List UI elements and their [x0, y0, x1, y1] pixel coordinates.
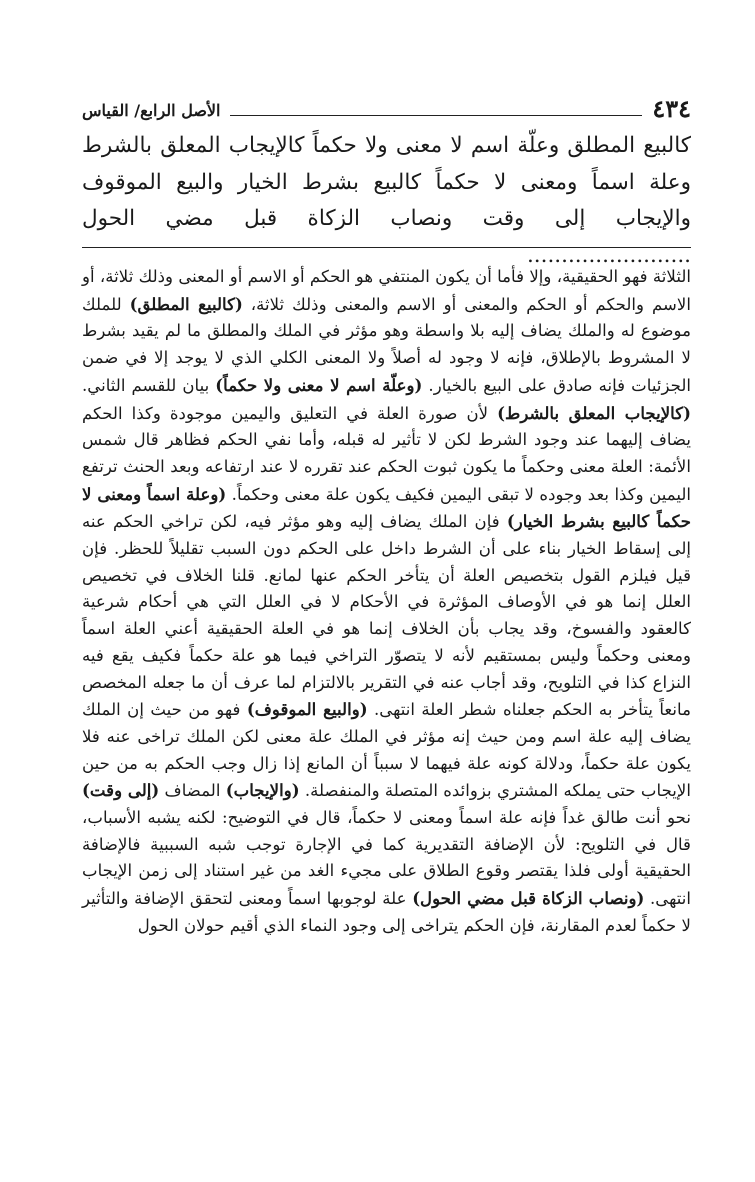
quoted-phrase: (وعلّة اسم لا معنى ولا حكماً)	[215, 374, 423, 395]
page-number: ٤٣٤	[652, 94, 691, 123]
quoted-phrase: (كالإيجاب المعلق بالشرط)	[497, 402, 691, 423]
quoted-phrase: (ونصاب الزكاة قبل مضي الحول)	[412, 888, 645, 909]
quoted-phrase: (والبيع الموقوف)	[246, 699, 368, 720]
commentary-text: نحو أنت طالق غداً فإنه علة اسماً ومعنى لا حكماً، قال في التوضيح: لكنه يشبه الأسباب، قال في التلويح: لأن الإضافة التقديرية كما في الإجارة توجب شبه السببية فالإضافة الحقيقية أولى فلذا يقتصر وقوع الطلاق على مجيء الغد من غير استناد إلى زمن الإيجاب انتهى.	[82, 808, 692, 909]
commentary-text: المضاف	[159, 781, 226, 801]
commentary-text: لأن صورة العلة في التعليق واليمين موجودة وكذا الحكم يضاف إليهما عند وجود الشرط لكن لا تأثير له قبله، وأما نفي الحكم فظاهر قال شمس الأئمة: العلة معنى وحكماً ما يكون ثبوت الحكم عند تقرره لا عند ارتفاعه وبعد الحنث ترتفع اليمين وكذا بعد وجوده لا تبقى اليمين فكيف يكون علة معنى وحكماً.	[82, 403, 691, 504]
quoted-phrase: (والإيجاب)	[225, 780, 300, 801]
commentary	[82, 264, 691, 940]
quoted-phrase: (كالبيع المطلق)	[129, 293, 243, 314]
commentary-text: فهو من حيث إن الملك يضاف إليه علة اسم ومن حيث إنه مؤثر في الملك علة معنى لكن الملك تراخى عنه فلا يكون علة حكماً، ودلالة كونه علة فيهما لا سبباً أن المانع إذا زال وجب الحكم به من حين الإيجاب حتى يملكه المشتري بزوائده المتصلة والمنفصلة.	[82, 700, 692, 801]
section-divider	[82, 247, 691, 248]
commentary-text: الثلاثة فهو الحقيقية، وإلا فأما أن يكون المنتفي هو الحكم أو الاسم أو المعنى وذلك ثلاثة، أو الاسم والحكم أو الحكم والمعنى أو الاسم والمعنى وذلك ثلاثة،	[82, 267, 691, 314]
commentary-text: فإن الملك يضاف إليه وهو مؤثر فيه، لكن تراخي الحكم عنه إلى إسقاط الخيار بناء على أن الشرط داخل على الحكم دون السبب تقليلاً للحظر. فإن قيل فيلزم القول بتخصيص العلة أن يتأخر الحكم عنها لمانع. قلنا الخلاف في تخصيص العلل إنما هو في الأوصاف المؤثرة في الأحكام لا في العلل التي هي أحكام شرعية كالعقود والفسوخ، وقد يجاب بأن الخلاف إنما هو في العلة الحقيقية أعني العلة اسماً ومعنى وحكماً وليس بمستقيم لأنه لا يتصوّر التراخي فيما هو علة حكماً فكيف يقع فيه النزاع كذا في التلويح، وقد أجاب عنه في التقرير بالالتزام لما عرف أن ما جعله المخصص مانعاً يتأخر به الحكم جعلناه شطر العلة انتهى.	[82, 512, 691, 720]
commentary-text: بيان للقسم الثاني.	[82, 375, 216, 395]
quoted-phrase: (وعلة اسماً ومعنى لا حكماً كالبيع بشرط الخيار)	[82, 483, 691, 532]
commentary-paragraph	[82, 264, 691, 940]
running-title: الأصل الرابع/ القياس	[82, 101, 221, 120]
main-text	[82, 128, 691, 274]
page-header	[82, 96, 691, 122]
commentary-text: علة لوجوبها اسماً ومعنى لتحقق الإضافة والتأثير لا حكماً لعدم المقارنة، فإن الحكم يتراخى إلى وجود النماء الذي أقيم حولان الحول	[82, 889, 691, 935]
header-rule	[230, 115, 642, 116]
quoted-phrase: (إلى وقت)	[82, 780, 160, 801]
commentary-text: للملك موضوع له والملك يضاف إليه بلا واسطة وهو مؤثر في الملك والمطلق ما لم يقيد بشرط لا المشروط بالإطلاق، فإنه لا وجود له أصلاً ولا المعنى الكلي الذي لا يوجد إلا في ضمن الجزئيات فإنه صادق على البيع بالخيار.	[82, 294, 691, 395]
main-text-paragraph: كالبيع المطلق وعلّة اسم لا معنى ولا حكماً كالإيجاب المعلق بالشرط وعلة اسماً ومعنى لا حكماً كالبيع بشرط الخيار والبيع الموقوف والإيجاب إلى وقت ونصاب الزكاة قبل مضي الحول ........................	[82, 133, 691, 268]
